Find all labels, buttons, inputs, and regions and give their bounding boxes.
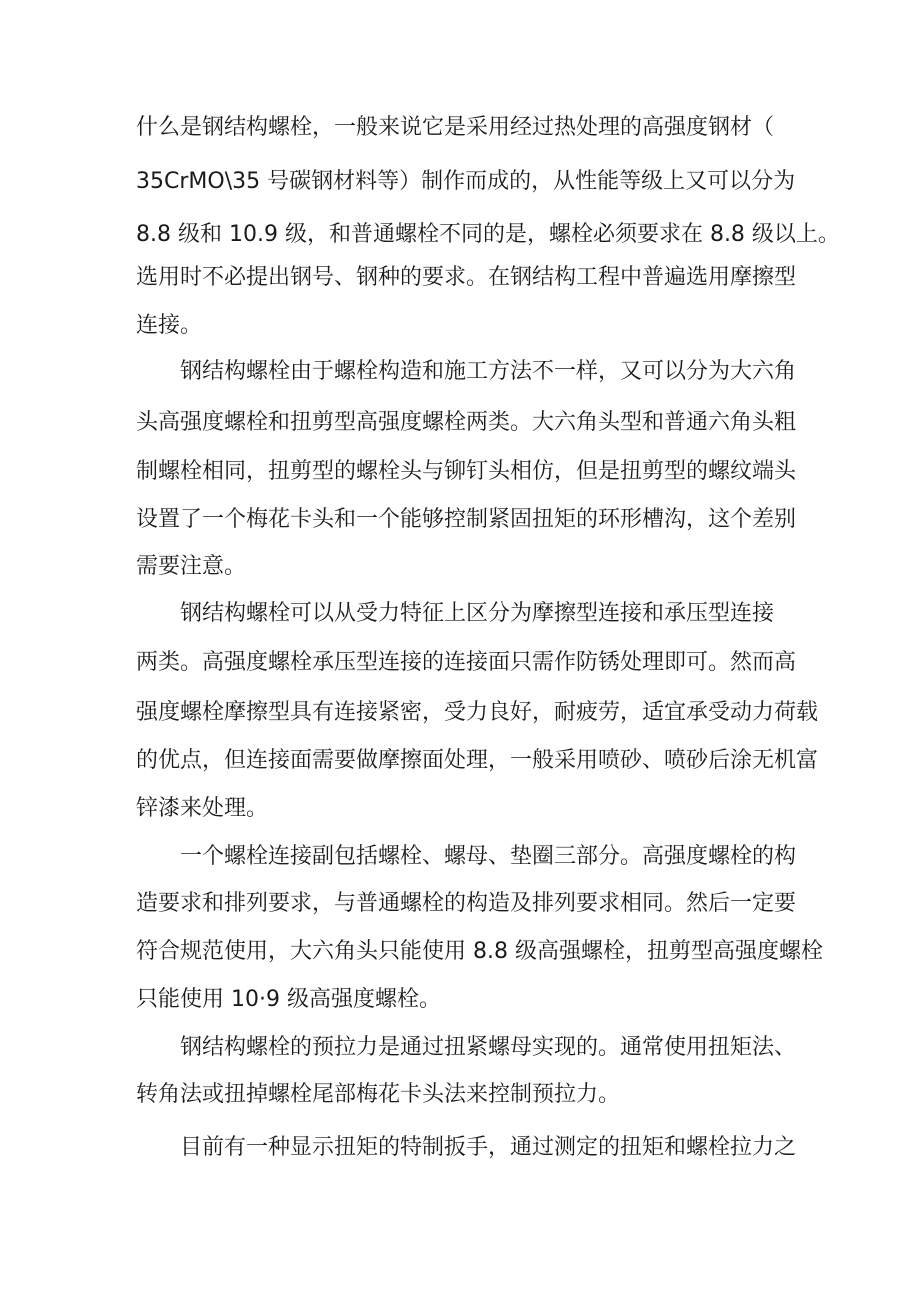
text-line: 造要求和排列要求，与普通螺栓的构造及排列要求相同。然后一定要 bbox=[136, 891, 797, 916]
text-line: 选用时不必提出钢号、钢种的要求。在钢结构工程中普遍选用摩擦型 bbox=[136, 265, 797, 290]
text-line: 强度螺栓摩擦型具有连接紧密，受力良好，耐疲劳，适宜承受动力荷载 bbox=[136, 700, 819, 725]
text-line: 目前有一种显示扭矩的特制扳手，通过测定的扭矩和螺栓拉力之 bbox=[180, 1135, 797, 1160]
text-line: 转角法或扭掉螺栓尾部梅花卡头法来控制预拉力。 bbox=[136, 1082, 621, 1107]
text-line: 锌漆来处理。 bbox=[136, 796, 269, 821]
text-line: 8.8 级和 10.9 级，和普通螺栓不同的是，螺栓必须要求在 8.8 级以上。 bbox=[136, 222, 840, 247]
text-line: 制螺栓相同，扭剪型的螺栓头与铆钉头相仿，但是扭剪型的螺纹端头 bbox=[136, 459, 797, 484]
text-line: 一个螺栓连接副包括螺栓、螺母、垫圈三部分。高强度螺栓的构 bbox=[180, 844, 797, 869]
text-line: 什么是钢结构螺栓，一般来说它是采用经过热处理的高强度钢材（ bbox=[136, 115, 775, 140]
text-line: 设置了一个梅花卡头和一个能够控制紧固扭矩的环形槽沟，这个差别 bbox=[136, 507, 797, 532]
text-line: 连接。 bbox=[136, 313, 203, 338]
text-line: 两类。高强度螺栓承压型连接的连接面只需作防锈处理即可。然而高 bbox=[136, 650, 797, 675]
text-line: 需要注意。 bbox=[136, 554, 247, 579]
text-line: 钢结构螺栓可以从受力特征上区分为摩擦型连接和承压型连接 bbox=[180, 601, 775, 626]
text-line: 钢结构螺栓的预拉力是通过扭紧螺母实现的。通常使用扭矩法、 bbox=[180, 1035, 797, 1060]
text-line: 符合规范使用，大六角头只能使用 8.8 级高强螺栓，扭剪型高强度螺栓 bbox=[136, 939, 823, 964]
text-line: 只能使用 10·9 级高强度螺栓。 bbox=[136, 987, 441, 1012]
text-line: 头高强度螺栓和扭剪型高强度螺栓两类。大六角头型和普通六角头粗 bbox=[136, 410, 797, 435]
text-line: 的优点，但连接面需要做摩擦面处理，一般采用喷砂、喷砂后涂无机富 bbox=[136, 748, 819, 773]
text-line: 35CrMO\35 号碳钢材料等）制作而成的，从性能等级上又可以分为 bbox=[136, 169, 796, 194]
text-line: 钢结构螺栓由于螺栓构造和施工方法不一样，又可以分为大六角 bbox=[180, 359, 797, 384]
